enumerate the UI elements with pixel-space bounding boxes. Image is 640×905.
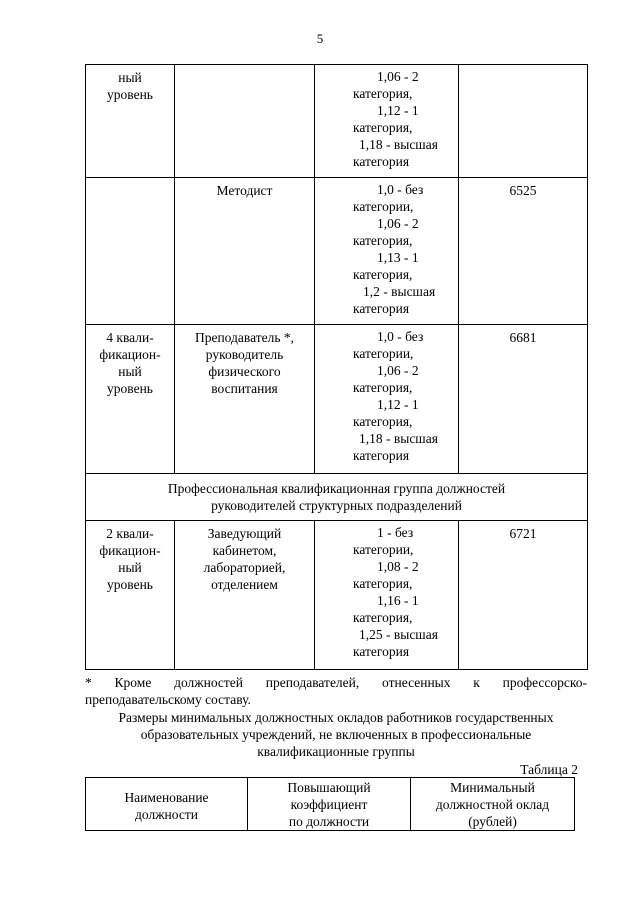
- header-salary: Минимальный должностной оклад (рублей): [411, 778, 575, 831]
- salary-cell: 6721: [459, 521, 588, 670]
- section-intro: Размеры минимальных должностных окладов работников государственных образовательных учреждений, не включенных в профессиональные квалификационные группы: [118, 710, 554, 759]
- coefficient-cell: 1 - без категории, 1,08 - 2 категория, 1,16 - 1 категория, 1,25 - высшая категория: [315, 521, 459, 670]
- level-cell: 4 квали- фикацион- ный уровень: [86, 325, 175, 474]
- table-caption: Таблица 2: [520, 762, 578, 777]
- table-row: [86, 325, 588, 474]
- page-number: 5: [316, 31, 324, 46]
- salary-cell: [459, 65, 588, 178]
- level-cell: 2 квали- фикацион- ный уровень: [86, 521, 175, 670]
- header-name: Наименование должности: [86, 778, 248, 831]
- header-coefficient: Повышающий коэффициент по должности: [248, 778, 411, 831]
- level-cell: [86, 178, 175, 325]
- table-row: [86, 178, 588, 325]
- table-header-row: [86, 778, 575, 831]
- salary-cell: 6525: [459, 178, 588, 325]
- group-header: Профессиональная квалификационная группа должностей руководителей структурных подразделений: [86, 474, 588, 521]
- position-cell: [175, 65, 315, 178]
- position-cell: Преподаватель *, руководитель физического воспитания: [175, 325, 315, 474]
- group-header-row: [86, 474, 588, 521]
- position-cell: Заведующий кабинетом, лабораторией, отделением: [175, 521, 315, 670]
- coefficient-cell: 1,0 - без категории, 1,06 - 2 категория, 1,12 - 1 категория, 1,18 - высшая категория: [315, 325, 459, 474]
- table-row: [86, 65, 588, 178]
- footnote: * Кроме должностей преподавателей, отнесенных к профессорско- преподавательскому составу.: [85, 675, 587, 707]
- table-2: [85, 777, 575, 831]
- level-cell: ный уровень: [86, 65, 175, 178]
- table-row: [86, 521, 588, 670]
- position-cell: Методист: [175, 178, 315, 325]
- salary-table: [85, 64, 588, 670]
- coefficient-cell: 1,06 - 2 категория, 1,12 - 1 категория, 1,18 - высшая категория: [315, 65, 459, 178]
- salary-cell: 6681: [459, 325, 588, 474]
- coefficient-cell: 1,0 - без категории, 1,06 - 2 категория, 1,13 - 1 категория, 1,2 - высшая категория: [315, 178, 459, 325]
